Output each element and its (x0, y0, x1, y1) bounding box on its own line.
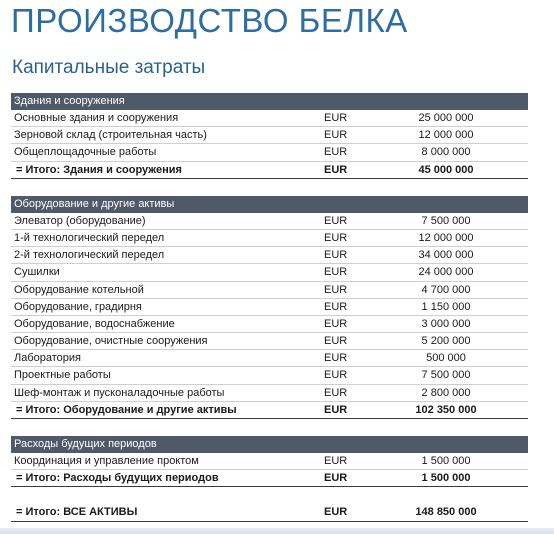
item-value: 500 000 (426, 352, 466, 365)
grand-total-name: = Итого: ВСЕ АКТИВЫ (16, 506, 138, 519)
section-total-row (11, 470, 528, 487)
item-value: 12 000 000 (418, 231, 474, 244)
item-name: Сушилки (14, 266, 60, 279)
item-currency: EUR (324, 352, 348, 365)
table-row (11, 385, 528, 402)
item-currency: EUR (324, 317, 348, 330)
table-row (11, 144, 528, 161)
item-currency: EUR (324, 335, 348, 348)
item-currency: EUR (324, 249, 348, 262)
total-currency: EUR (324, 472, 348, 485)
page-title: ПРОИЗВОДСТВО БЕЛКА (11, 2, 408, 39)
item-value: 3 000 000 (421, 317, 471, 330)
item-value: 1 150 000 (421, 300, 471, 313)
table-row (11, 213, 528, 230)
table-row (11, 264, 528, 281)
table-row (11, 299, 528, 316)
total-value: 102 350 000 (415, 403, 477, 416)
table-row (11, 247, 528, 264)
table-row (11, 282, 528, 299)
item-value: 4 700 000 (421, 283, 471, 296)
section-header-label: Оборудование и другие активы (14, 197, 175, 210)
grand-total-row (11, 504, 528, 521)
item-currency: EUR (324, 455, 348, 467)
item-value: 25 000 000 (418, 112, 474, 124)
item-currency: EUR (324, 112, 348, 124)
item-currency: EUR (324, 386, 348, 399)
section-total-row (11, 162, 528, 179)
table-row (11, 316, 528, 333)
item-currency: EUR (324, 283, 348, 296)
item-currency: EUR (324, 266, 348, 279)
item-name: Лаборатория (14, 352, 81, 365)
total-name: = Итого: Здания и сооружения (16, 163, 182, 176)
table-row (11, 453, 528, 470)
grand-total-value: 148 850 000 (415, 506, 477, 519)
section-header-deferred (11, 436, 528, 453)
item-value: 12 000 000 (418, 129, 474, 142)
item-currency: EUR (324, 129, 348, 142)
item-name: Оборудование, очистные сооружения (14, 335, 208, 348)
item-name: Элеватор (оборудование) (14, 214, 146, 227)
total-currency: EUR (324, 403, 348, 416)
table-row (11, 350, 528, 367)
item-name: Оборудование, водоснабжение (14, 317, 175, 330)
item-name: 2-й технологический передел (14, 249, 165, 262)
bottom-edge (0, 528, 554, 534)
table-row (11, 333, 528, 350)
section-header-equipment (11, 196, 528, 213)
item-name: Проектные работы (14, 369, 111, 382)
table-row (11, 230, 528, 247)
item-name: Зерновой склад (строительная часть) (14, 129, 207, 142)
item-value: 24 000 000 (418, 266, 474, 279)
item-value: 7 500 000 (421, 214, 471, 227)
grand-total-currency: EUR (324, 506, 348, 519)
item-currency: EUR (324, 146, 348, 159)
total-value: 45 000 000 (418, 163, 474, 176)
capex-table (11, 93, 528, 522)
item-value: 7 500 000 (421, 369, 471, 382)
item-currency: EUR (324, 369, 348, 382)
total-name: = Итого: Оборудование и другие активы (16, 403, 237, 416)
item-value: 1 500 000 (421, 455, 471, 467)
item-name: Общеплощадочные работы (14, 146, 157, 159)
total-name: = Итого: Расходы будущих периодов (16, 472, 219, 485)
item-currency: EUR (324, 300, 348, 313)
item-value: 2 800 000 (421, 386, 471, 399)
table-row (11, 127, 528, 144)
section-total-row (11, 402, 528, 419)
section-header-label: Здания и сооружения (14, 95, 125, 107)
section-header-buildings (11, 93, 528, 110)
total-value: 1 500 000 (421, 472, 471, 485)
item-value: 8 000 000 (421, 146, 471, 159)
page-subtitle: Капитальные затраты (12, 57, 206, 78)
item-name: Координация и управление проктом (14, 455, 199, 467)
item-currency: EUR (324, 231, 348, 244)
section-header-label: Расходы будущих периодов (14, 438, 157, 450)
total-currency: EUR (324, 163, 348, 176)
item-name: Основные здания и сооружения (14, 112, 179, 124)
item-name: 1-й технологический передел (14, 231, 165, 244)
item-value: 5 200 000 (421, 335, 471, 348)
item-value: 34 000 000 (418, 249, 474, 262)
item-name: Оборудование котельной (14, 283, 144, 296)
table-row (11, 110, 528, 127)
item-name: Оборудование, градирня (14, 300, 142, 313)
item-currency: EUR (324, 214, 348, 227)
table-row (11, 367, 528, 384)
item-name: Шеф-монтаж и пусконаладочные работы (14, 386, 225, 399)
